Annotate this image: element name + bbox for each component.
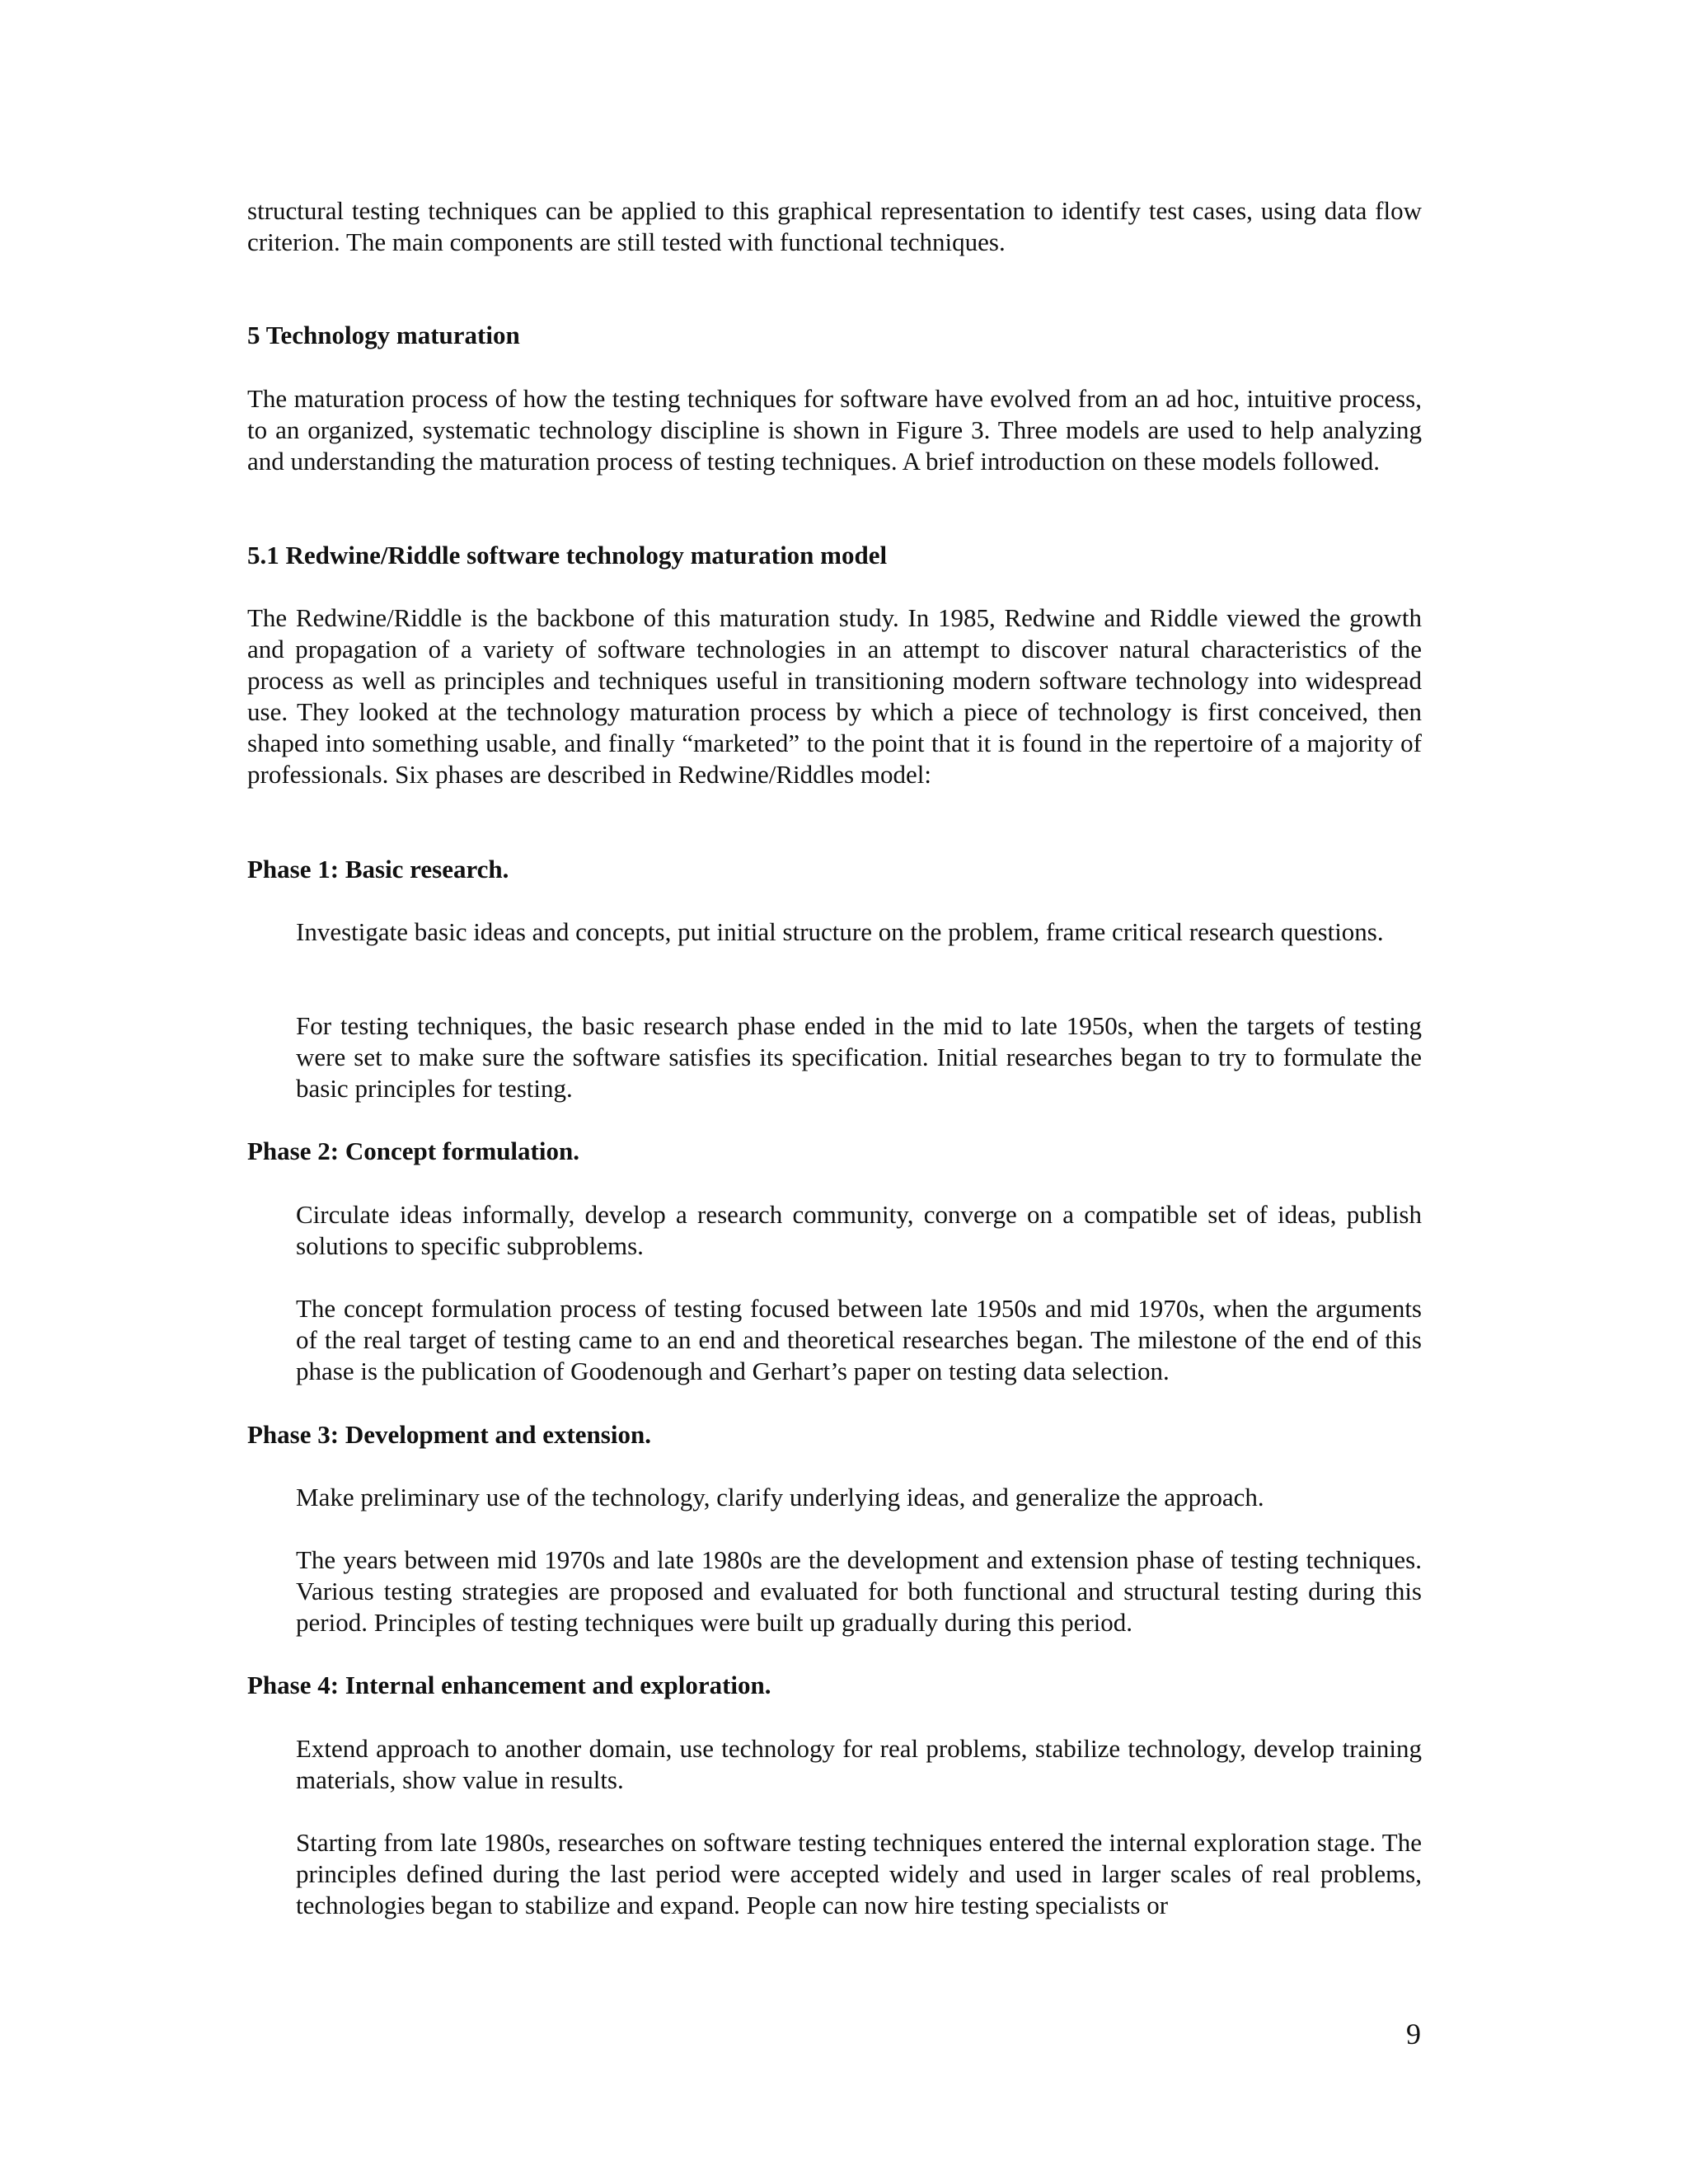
phase-2-heading: Phase 2: Concept formulation. xyxy=(247,1137,579,1165)
phase-3-heading: Phase 3: Development and extension. xyxy=(247,1420,651,1449)
phase-1-description: For testing techniques, the basic research phase ended in the mid to late 1950s, when the targets of testing were set to make sure the software satisfies its specification. Initial researches began to try to formulate the basic principles for testing. xyxy=(296,1011,1422,1103)
phase-1-definition: Investigate basic ideas and concepts, put initial structure on the problem, frame critical research questions. xyxy=(296,917,1384,946)
phase-4-definition: Extend approach to another domain, use technology for real problems, stabilize technology, develop training materials, show value in results. xyxy=(296,1734,1422,1794)
phase-2-definition: Circulate ideas informally, develop a research community, converge on a compatible set of ideas, publish solutions to specific subproblems. xyxy=(296,1200,1422,1260)
phase-4-description: Starting from late 1980s, researches on software testing techniques entered the internal exploration stage. The principles defined during the last period were accepted widely and used in larger scales of real problems, technologies began to stabilize and expand. People can now hire testing specialists or xyxy=(296,1828,1422,1919)
section-5-1-heading: 5.1 Redwine/Riddle software technology maturation model xyxy=(247,541,888,569)
phase-4-heading: Phase 4: Internal enhancement and exploration. xyxy=(247,1671,771,1699)
section-5-1-paragraph: The Redwine/Riddle is the backbone of this maturation study. In 1985, Redwine and Riddle viewed the growth and propagation of a variety of software technologies in an attempt to discover natural characteristics of the process as well as principles and techniques useful in transitioning modern software technology into widespread use. They looked at the technology maturation process by which a piece of technology is first conceived, then shaped into something usable, and finally “marketed” to the point that it is found in the repertoire of a majority of professionals. Six phases are described in Redwine/Riddles model: xyxy=(247,603,1422,789)
phase-3-description: The years between mid 1970s and late 1980s are the development and extension phase of testing techniques. Various testing strategies are proposed and evaluated for both functional and structural testing during this period. Principles of testing techniques were built up gradually during this period. xyxy=(296,1545,1422,1637)
intro-continuation-paragraph: structural testing techniques can be applied to this graphical representation to identify test cases, using data flow criterion. The main components are still tested with functional techniques. xyxy=(247,196,1422,256)
phase-1-heading: Phase 1: Basic research. xyxy=(247,855,509,883)
section-5-heading: 5 Technology maturation xyxy=(247,321,520,349)
phase-2-description: The concept formulation process of testing focused between late 1950s and mid 1970s, when the arguments of the real target of testing came to an end and theoretical researches began. The milestone of the end of this phase is the publication of Goodenough and Gerhart’s paper on testing data selection. xyxy=(296,1294,1422,1385)
page-number: 9 xyxy=(1406,2018,1421,2050)
section-5-paragraph: The maturation process of how the testing techniques for software have evolved from an ad hoc, intuitive process, to an organized, systematic technology discipline is shown in Figure 3. Three models are used to help analyzing and understanding the maturation process of testing techniques. A brief introduction on these models followed. xyxy=(247,384,1422,476)
phase-3-definition: Make preliminary use of the technology, clarify underlying ideas, and generalize the approach. xyxy=(296,1483,1264,1511)
